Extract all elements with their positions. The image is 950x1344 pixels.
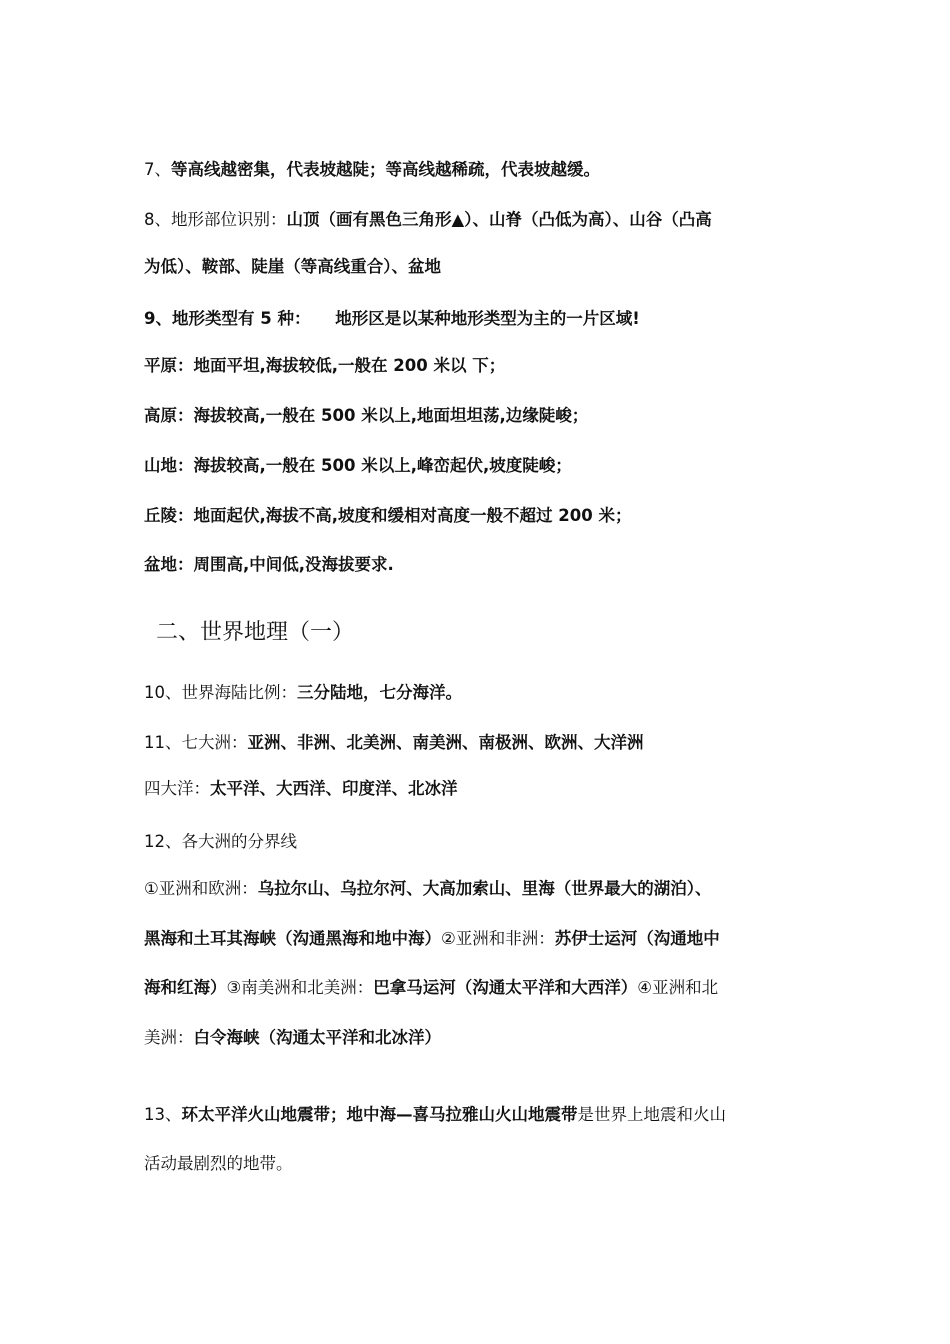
boundary-asia-europe-text: 乌拉尔山、乌拉尔河、大高加索山、里海（世界最大的湖泊）、 xyxy=(257,879,712,898)
item-8-line-2 xyxy=(144,256,441,278)
oceans-text: 太平洋、大西洋、印度洋、北冰洋 xyxy=(210,779,458,798)
boundary-asia-africa-label: ②亚洲和非洲： xyxy=(441,929,555,948)
item-8-text-2: 为低）、鞍部、陡崖（等高线重合）、盆地 xyxy=(144,257,441,276)
item-10 xyxy=(144,682,462,704)
item-8-label: 8、地形部位识别： xyxy=(144,210,287,229)
boundary-asia-namerica-label-2: 美洲： xyxy=(144,1028,194,1047)
item-13-number: 13、 xyxy=(144,1105,182,1124)
item-7-text: 等高线越密集，代表坡越陡；等高线越稀疏，代表坡越缓。 xyxy=(171,160,600,179)
boundary-asia-africa-text-2: 海和红海） xyxy=(144,978,227,997)
item-7-number: 7、 xyxy=(144,160,171,179)
item-11 xyxy=(144,732,644,754)
terrain-basin: 盆地：周围高,中间低,没海拔要求. xyxy=(144,555,394,574)
terrain-plain: 平原：地面平坦,海拔较低,一般在 200 米以 下； xyxy=(144,356,506,375)
item-12-line-3 xyxy=(144,977,718,999)
item-12-line-2 xyxy=(144,928,720,950)
oceans xyxy=(144,778,458,800)
item-13-bold: 环太平洋火山地震带；地中海—喜马拉雅山火山地震带 xyxy=(181,1105,578,1124)
item-13-line-1 xyxy=(144,1104,726,1126)
item-11-label: 11、七大洲： xyxy=(144,733,248,752)
item-8-text-1: 山顶（画有黑色三角形▲）、山脊（凸低为高）、山谷（凸高 xyxy=(286,210,712,229)
boundary-asia-africa-text: 苏伊士运河（沟通地中 xyxy=(554,929,720,948)
item-12-line-4 xyxy=(144,1027,441,1049)
section-heading: 二、世界地理（一） xyxy=(156,620,355,645)
boundary-americas-label: ③南美洲和北美洲： xyxy=(226,978,374,997)
terrain-plateau: 高原：海拔较高,一般在 500 米以上,地面坦坦荡,边缘陡峻； xyxy=(144,406,589,425)
oceans-label: 四大洋： xyxy=(144,779,210,798)
boundary-asia-europe-text-2: 黑海和土耳其海峡（沟通黑海和地中海） xyxy=(144,929,441,948)
item-10-text: 三分陆地，七分海洋。 xyxy=(297,683,462,702)
boundary-americas-text: 巴拿马运河（沟通太平洋和大西洋） xyxy=(373,978,638,997)
terrain-hills: 丘陵：地面起伏,海拔不高,坡度和缓相对高度一般不超过 200 米； xyxy=(144,506,632,525)
item-12-title: 12、各大洲的分界线 xyxy=(144,832,297,851)
boundary-asia-namerica-text: 白令海峡（沟通太平洋和北冰洋） xyxy=(193,1028,441,1047)
boundary-asia-europe-label: ①亚洲和欧洲： xyxy=(144,879,258,898)
item-11-text: 亚洲、非洲、北美洲、南美洲、南极洲、欧洲、大洋洲 xyxy=(247,733,644,752)
item-10-label: 10、世界海陆比例： xyxy=(144,683,297,702)
item-12-line-1 xyxy=(144,878,712,900)
terrain-mountain: 山地：海拔较高,一般在 500 米以上,峰峦起伏,坡度陡峻； xyxy=(144,456,572,475)
item-9: 9、地形类型有 5 种： 地形区是以某种地形类型为主的一片区域! xyxy=(144,309,640,328)
item-7 xyxy=(144,159,600,181)
item-13-line-2: 活动最剧烈的地带。 xyxy=(144,1154,293,1173)
boundary-asia-namerica-label: ④亚洲和北 xyxy=(637,978,719,997)
item-8-line-1 xyxy=(144,209,712,231)
item-13-rest: 是世界上地震和火山 xyxy=(577,1105,726,1124)
